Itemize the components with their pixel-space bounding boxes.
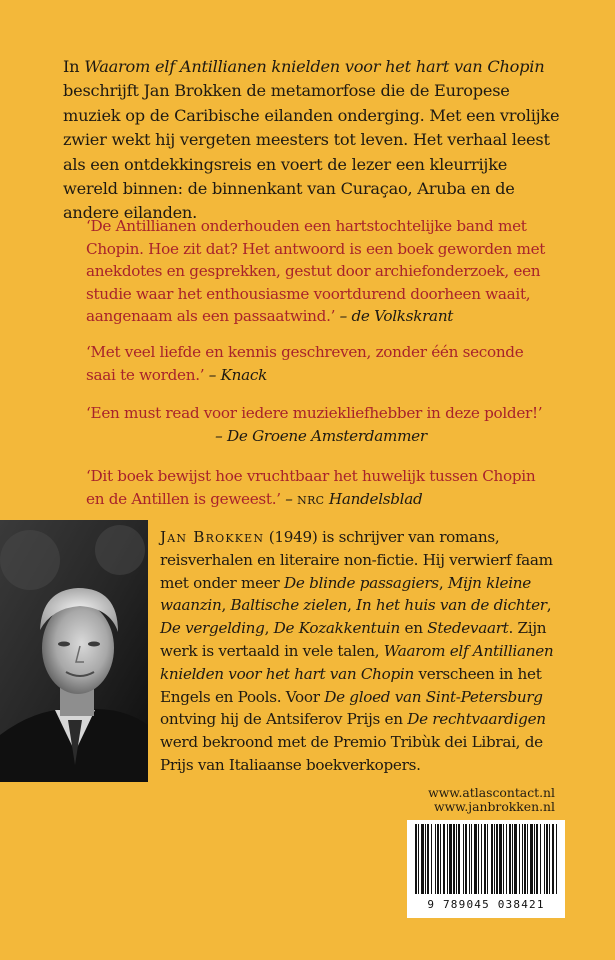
barcode-bar bbox=[458, 824, 460, 894]
barcode-bar bbox=[435, 824, 436, 894]
quote-text: ‘Dit boek bewijst hoe vruchtbaar het huwelijk tussen Chopin en de Antillen is geweest.’ bbox=[86, 467, 536, 508]
barcode-bar bbox=[522, 824, 523, 894]
author-url[interactable]: www.janbrokken.nl bbox=[433, 799, 555, 814]
work-title: De vergelding bbox=[160, 619, 265, 638]
barcode-bar bbox=[544, 824, 545, 894]
work-title: De gloed van Sint-Petersburg bbox=[324, 687, 543, 706]
quote-source-dash: – bbox=[280, 489, 298, 508]
work-title: Mijn kleine waanzin bbox=[160, 573, 531, 615]
barcode-bar bbox=[443, 824, 445, 894]
publisher-url[interactable]: www.atlascontact.nl bbox=[428, 785, 555, 800]
barcode-bar bbox=[425, 824, 426, 894]
barcode-bar bbox=[453, 824, 455, 894]
barcode-bar bbox=[536, 824, 538, 894]
quote-source-smallcaps: nrc bbox=[297, 489, 325, 508]
barcode-bar bbox=[499, 824, 502, 894]
barcode-bar bbox=[552, 824, 554, 894]
bio-text: , bbox=[347, 596, 357, 615]
bio-text: , bbox=[438, 573, 448, 592]
work-title: Baltische zielen bbox=[230, 596, 348, 615]
review-quote-knack bbox=[86, 341, 556, 386]
barcode-bar bbox=[514, 824, 517, 894]
bio-text: , bbox=[264, 619, 274, 638]
barcode-bar bbox=[481, 824, 482, 894]
barcode-bar bbox=[484, 824, 486, 894]
author-bio bbox=[160, 526, 562, 777]
barcode-bar bbox=[471, 824, 472, 894]
bio-text: , bbox=[221, 596, 231, 615]
intro-text: beschrijft Jan Brokken de metamorfose die de Europese muziek op de Caribische eilanden onderging. Met een vrolijke zwier wekt hij vergeten meesters tot leven. Het verhaal leest als een ontdekkingsreis en voert de lezer een kleurrijke wereld binnen: de binnenkant van Curaçao, Aruba en de andere eilanden. bbox=[63, 81, 560, 223]
barcode-bar bbox=[456, 824, 457, 894]
barcode-bar bbox=[415, 824, 417, 894]
bio-text: verscheen in het Engels en Pools. Voor bbox=[160, 664, 542, 706]
barcode-bar bbox=[527, 824, 528, 894]
author-photo bbox=[0, 520, 148, 782]
bio-text: (1949) is schrijver van romans, reisverhalen en literaire non-fictie. Hij verwierf faam met onder meer bbox=[160, 528, 553, 592]
barcode bbox=[407, 820, 565, 918]
quote-text: ‘Een must read voor iedere muziekliefhebber in deze polder!’ bbox=[86, 404, 543, 422]
barcode-bar bbox=[506, 824, 507, 894]
intro-text: In bbox=[63, 57, 85, 76]
barcode-bar bbox=[449, 824, 452, 894]
isbn-number: 9 789045 038421 bbox=[427, 898, 545, 911]
barcode-bar bbox=[496, 824, 498, 894]
barcode-bar bbox=[494, 824, 495, 894]
barcode-bar bbox=[440, 824, 441, 894]
barcode-bar bbox=[478, 824, 479, 894]
barcode-bar bbox=[530, 824, 533, 894]
bio-text: . Zijn werk is vertaald in vele talen, bbox=[160, 619, 547, 660]
barcode-bar bbox=[556, 824, 557, 894]
barcode-bar bbox=[534, 824, 535, 894]
barcode-bar bbox=[524, 824, 526, 894]
work-title: De blinde passagiers bbox=[284, 573, 439, 592]
barcode-bar bbox=[437, 824, 439, 894]
work-title: In het huis van de dichter bbox=[356, 596, 547, 615]
review-quote-groene bbox=[86, 402, 556, 447]
quote-text: ‘De Antillianen onderhouden een hartstochtelijke band met Chopin. Hoe zit dat? Het antwoord is een boek geworden met anekdotes en gesprekken, gestut door archiefonderzoek, een studie waar het enthousiasme voortdurend doorheen waait, aangenaam als een passaatwind.’ bbox=[86, 217, 546, 326]
barcode-bars bbox=[407, 820, 565, 898]
barcode-bar bbox=[465, 824, 467, 894]
barcode-bar bbox=[546, 824, 548, 894]
quote-source: – de Volkskrant bbox=[335, 307, 454, 326]
barcode-bar bbox=[509, 824, 511, 894]
barcode-bar bbox=[469, 824, 470, 894]
bio-text: werd bekroond met de Premio Tribùk dei Librai, de Prijs van Italiaanse boekverkopers. bbox=[160, 733, 543, 774]
intro-paragraph bbox=[63, 55, 563, 226]
work-title: Waarom elf Antillianen knielden voor het hart van Chopin bbox=[160, 641, 554, 683]
book-title: Waarom elf Antillianen knielden voor het hart van Chopin bbox=[84, 57, 545, 76]
barcode-bar bbox=[519, 824, 520, 894]
barcode-bar bbox=[491, 824, 493, 894]
barcode-bar bbox=[447, 824, 448, 894]
work-title: De Kozakkentuin bbox=[273, 619, 400, 638]
quote-source: – De Groene Amsterdammer bbox=[215, 426, 427, 445]
barcode-bar bbox=[463, 824, 464, 894]
barcode-bar bbox=[487, 824, 488, 894]
barcode-bar bbox=[427, 824, 429, 894]
barcode-bar bbox=[512, 824, 513, 894]
barcode-bar bbox=[503, 824, 504, 894]
author-name: Jan Brokken bbox=[160, 528, 265, 546]
review-quote-volkskrant bbox=[86, 215, 556, 328]
barcode-bar bbox=[474, 824, 477, 894]
bio-text: en bbox=[399, 619, 428, 638]
author-portrait-image bbox=[0, 520, 148, 782]
barcode-bar bbox=[549, 824, 550, 894]
bio-text: ontving hij de Antsiferov Prijs en bbox=[160, 710, 408, 729]
bio-text: , bbox=[546, 596, 552, 615]
quote-source: Handelsblad bbox=[324, 489, 423, 508]
barcode-bar bbox=[540, 824, 541, 894]
review-quote-nrc bbox=[86, 465, 556, 510]
work-title: De rechtvaardigen bbox=[407, 710, 546, 729]
barcode-bar bbox=[431, 824, 432, 894]
work-title: Stedevaart bbox=[427, 619, 509, 638]
barcode-bar bbox=[418, 824, 419, 894]
barcode-bar bbox=[421, 824, 424, 894]
quote-text: ‘Met veel liefde en kennis geschreven, zonder één seconde saai te worden.’ bbox=[86, 343, 524, 384]
quote-source: – Knack bbox=[204, 365, 268, 384]
